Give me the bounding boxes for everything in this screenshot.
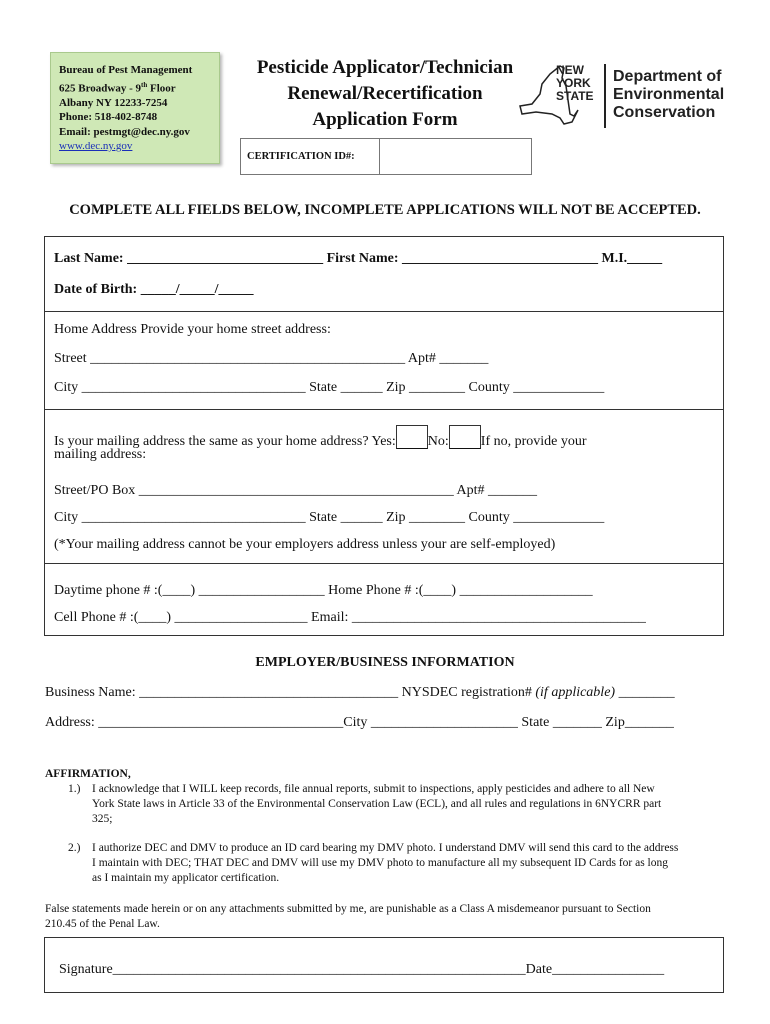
section-divider <box>45 563 723 564</box>
certification-id-label: CERTIFICATION ID#: <box>241 139 380 174</box>
certification-id-box <box>240 138 532 175</box>
certification-id-field[interactable] <box>380 139 531 174</box>
date-of-birth-field[interactable]: Date of Birth: _____/_____/_____ <box>54 282 254 297</box>
department-name: Department of Environmental Conservation <box>613 68 725 121</box>
home-address-intro: Home Address Provide your home street address: <box>54 322 331 337</box>
mailing-address-label: mailing address: <box>54 447 147 462</box>
section-divider <box>45 311 723 312</box>
contact-info-box <box>50 52 220 164</box>
new-york-state-map-icon <box>512 60 604 132</box>
nys-dec-logo <box>512 60 762 132</box>
affirmation-item-2-number: 2.) <box>68 842 81 854</box>
logo-state-word-3: STATE <box>556 89 594 103</box>
email-address: Email: pestmgt@dec.ny.gov <box>59 125 190 138</box>
mailing-same-question: Is your mailing address the same as your home address? Yes: No: If no, provide your <box>54 425 587 450</box>
logo-divider <box>604 64 606 128</box>
signature-date-field[interactable]: Signature___________________________________________________________Date________________ <box>59 962 665 977</box>
mailing-address-note: (*Your mailing address cannot be your employers address unless your are self-employed) <box>54 537 556 552</box>
section-divider <box>45 409 723 410</box>
mailing-street-field[interactable]: Street/PO Box _____________________________________________ Apt# _______ <box>54 483 538 498</box>
false-statement-warning: False statements made herein or on any attachments submitted by me, are punishable as a Class A misdemeanor pursuant to Section 210.45 of the Penal Law. <box>45 903 651 930</box>
cell-email-row[interactable]: Cell Phone # :(____) ___________________ Email: __________________________________________ <box>54 610 646 625</box>
name-row[interactable]: Last Name: ____________________________ First Name: ____________________________ M.I._____ <box>54 251 663 266</box>
instruction-heading: COMPLETE ALL FIELDS BELOW, INCOMPLETE APPLICATIONS WILL NOT BE ACCEPTED. <box>69 202 701 218</box>
home-city-field[interactable]: City ________________________________ State ______ Zip ________ County _____________ <box>54 380 605 395</box>
affirmation-heading: AFFIRMATION, <box>45 768 131 780</box>
home-street-field[interactable]: Street _____________________________________________ Apt# _______ <box>54 351 489 366</box>
employer-heading: EMPLOYER/BUSINESS INFORMATION <box>255 655 515 670</box>
street-address: 625 Broadway - 9th Floor <box>59 80 176 95</box>
city-address: Albany NY 12233-7254 <box>59 96 168 109</box>
logo-state-word-2: YORK <box>556 76 591 90</box>
affirmation-item-1: I acknowledge that I WILL keep records, file annual reports, submit to inspections, apply pesticides and adhere to all New York State laws in Article 33 of the Environmental Conservation Law (ECL), and all rules and regulations in 6NYCRR part 325; <box>92 783 662 825</box>
form-title: Pesticide Applicator/Technician Renewal/Recertification Application Form <box>256 57 514 130</box>
business-address-row[interactable]: Address: ___________________________________City _____________________ State _______ Zip_______ <box>45 715 674 730</box>
affirmation-item-2: I authorize DEC and DMV to produce an ID card bearing my DMV photo. I understand DMV will send this card to the address I maintain with DEC; THAT DEC and DMV will use my DMV photo to manufacture all my subsequent ID Cards for as long as I maintain my applicator certification. <box>92 842 679 884</box>
phone-number: Phone: 518-402-8748 <box>59 111 158 124</box>
signature-box <box>44 937 724 993</box>
mailing-city-field[interactable]: City ________________________________ State ______ Zip ________ County _____________ <box>54 510 605 525</box>
logo-state-word-1: NEW <box>556 63 584 77</box>
daytime-home-phone-row[interactable]: Daytime phone # :(____) __________________ Home Phone # :(____) ___________________ <box>54 583 593 598</box>
business-name-row[interactable]: Business Name: _____________________________________ NYSDEC registration# (if applicable) ________ <box>45 685 675 700</box>
mailing-same-no-checkbox[interactable] <box>449 425 481 449</box>
mailing-same-yes-checkbox[interactable] <box>396 425 428 449</box>
affirmation-item-1-number: 1.) <box>68 783 81 795</box>
applicant-info-frame <box>44 236 724 636</box>
dec-website-link[interactable]: www.dec.ny.gov <box>59 140 133 153</box>
bureau-name: Bureau of Pest Management <box>59 64 193 76</box>
